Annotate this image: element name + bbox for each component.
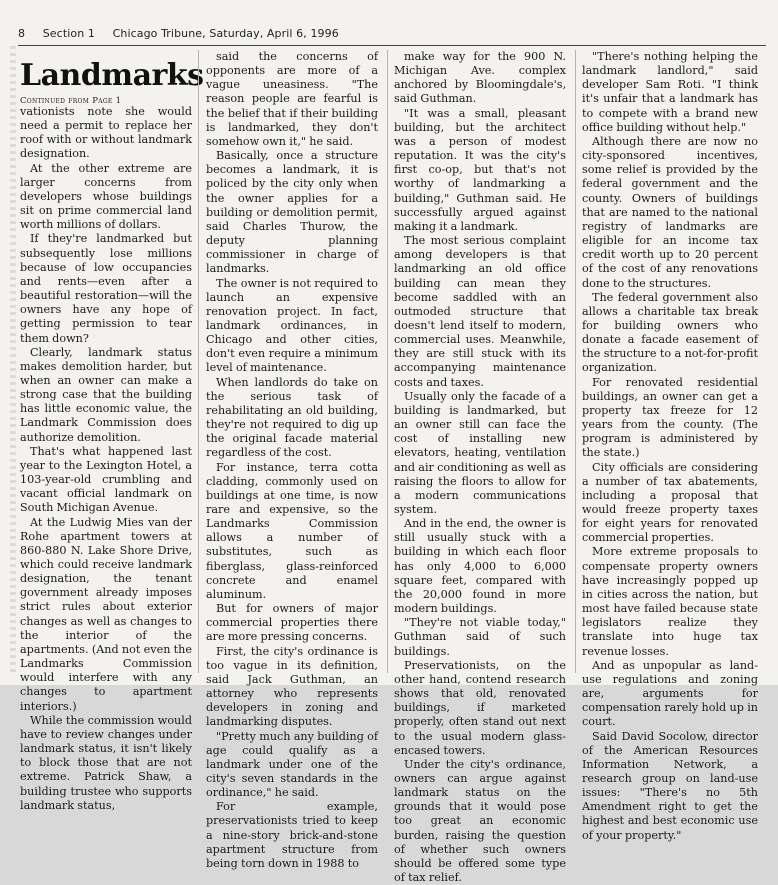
paragraph: At the other extreme are larger concerns from developers whose buildings sit on prime commercial land worth millions of dollars. — [20, 161, 192, 232]
column-divider — [575, 50, 576, 673]
headline: Landmarks — [20, 58, 204, 93]
paragraph: "Pretty much any building of age could qualify as a landmark under one of the city's seven standards in the ordinance," he said. — [206, 729, 378, 800]
paragraph: First, the city's ordinance is too vague in its definition, said Jack Guthman, an attorney who represents developers in zoning and landmarking disputes. — [206, 644, 378, 729]
paragraph: Although there are now no city-sponsored incentives, some relief is provided by the federal government and the county. Owners of buildings that are named to the national registry of landmarks are eligible for an income tax credit worth up to 20 percent of the cost of any renovations done to the structures. — [582, 134, 758, 290]
article-column-2 — [206, 50, 378, 871]
paragraph: "It was a small, pleasant building, but the architect was a person of modest reputation. It was the city's first co-op, but that's not worthy of landmarking a building," Guthman said. He successfully argued against making it a landmark. — [394, 106, 566, 233]
paragraph: Said David Socolow, director of the American Resources Information Network, a research group on land-use issues: "There's no 5th Amendment right to get the highest and best economic use of your property." — [582, 729, 758, 842]
paragraph: Basically, once a structure becomes a landmark, it is policed by the city only when the owner applies for a building or demolition permit, said Charles Thurow, the deputy planning commissioner in charge of landmarks. — [206, 149, 378, 276]
header-rule — [18, 45, 766, 46]
column-divider — [198, 50, 199, 673]
article-column-3 — [394, 50, 566, 885]
paragraph: The federal government also allows a charitable tax break for building owners who donate a facade easement of the structure to a not-for-profit organization. — [582, 290, 758, 375]
paragraph: More extreme proposals to compensate property owners have increasingly popped up in cities across the nation, but most have failed because state legislators realize they translate into huge tax revenue losses. — [582, 545, 758, 658]
continued-label: Continued from Page 1 — [20, 96, 122, 106]
paragraph: City officials are considering a number of tax abatements, including a proposal that would freeze property taxes for eight years for renovated commercial properties. — [582, 460, 758, 545]
paragraph: And in the end, the owner is still usually stuck with a building in which each floor has only 4,000 to 6,000 square feet, compared with the 20,000 found in more modern buildings. — [394, 517, 566, 616]
paragraph: "They're not viable today," Guthman said of such buildings. — [394, 616, 566, 658]
column-divider — [387, 50, 388, 673]
paragraph: At the Ludwig Mies van der Rohe apartment towers at 860-880 N. Lake Shore Drive, which could receive landmark designation, the tenant government already imposes strict rules about exterior changes as well as changes to the interior of the apartments. (And not even the Landmarks Commission would interfere with any changes to apartment interiors.) — [20, 515, 192, 713]
paragraph: Clearly, landmark status makes demolition harder, but when an owner can make a strong case that the building has little economic value, the Landmark Commission does authorize demolition. — [20, 345, 192, 444]
page-number: 8 — [18, 27, 26, 40]
paragraph: Usually only the facade of a building is landmarked, but an owner still can face the cost of installing new elevators, heating, ventilation and air conditioning as well as raising the floors to allow for a modern communications system. — [394, 389, 566, 516]
paragraph: said the concerns of opponents are more of a vague uneasiness. "The reason people are fearful is the belief that if their building is landmarked, they don't somehow own it," he said. — [206, 50, 378, 148]
paragraph: And as unpopular as land-use regulations and zoning are, arguments for compensation rarely hold up in court. — [582, 658, 758, 729]
paragraph: When landlords do take on the serious task of rehabilitating an old building, they're not required to dig up the original facade material regardless of the cost. — [206, 375, 378, 460]
page-header — [18, 27, 353, 40]
article-column-4 — [582, 50, 758, 843]
paragraph: The most serious complaint among developers is that landmarking an old office building can mean they become saddled with an outmoded structure that doesn't lend itself to modern, commercial uses. Meanwhile, they are still stuck with its accompanying maintenance costs and taxes. — [394, 234, 566, 389]
paragraph: Under the city's ordinance, owners can argue against landmark status on the grounds that it would pose too great an economic burden, raising the question of whether such owners should be offered some type of tax relief. — [394, 757, 566, 885]
scan-edge — [10, 46, 16, 675]
publication-date: Chicago Tribune, Saturday, April 6, 1996 — [112, 27, 339, 40]
paragraph: If they're landmarked but subsequently lose millions because of low occupancies and rents—even after a beautiful restoration—will the owners have any hope of getting permission to tear them down? — [20, 232, 192, 345]
section-label: Section 1 — [42, 27, 95, 40]
paragraph: vationists note she would need a permit to replace her roof with or without landmark designation. — [20, 105, 192, 161]
article-column-1 — [20, 105, 192, 813]
paragraph: For renovated residential buildings, an owner can get a property tax freeze for 12 years from the county. (The program is administered by the state.) — [582, 375, 758, 460]
paragraph: Preservationists, on the other hand, contend research shows that old, renovated buildings, if marketed properly, often stand out next to the usual modern glass-encased towers. — [394, 658, 566, 757]
paragraph: While the commission would have to review changes under landmark status, it isn't likely to block those that are not extreme. Patrick Shaw, a building trustee who supports landmark status, — [20, 713, 192, 812]
paragraph: make way for the 900 N. Michigan Ave. complex anchored by Bloomingdale's, said Guthman. — [394, 50, 566, 106]
paragraph: "There's nothing helping the landmark landlord," said developer Sam Roti. "I think it's unfair that a landmark has to compete with a brand new office building without help." — [582, 50, 758, 134]
paragraph: That's what happened last year to the Lexington Hotel, a 103-year-old crumbling and vacant official landmark on South Michigan Avenue. — [20, 444, 192, 515]
paragraph: For example, preservationists tried to keep a nine-story brick-and-stone apartment structure from being torn down in 1988 to — [206, 800, 378, 870]
paragraph: For instance, terra cotta cladding, commonly used on buildings at one time, is now rare and expensive, so the Landmarks Commission allows a number of substitutes, such as fiberglass, glass-reinforced concrete and enamel aluminum. — [206, 460, 378, 601]
paragraph: The owner is not required to launch an expensive renovation project. In fact, landmark ordinances, in Chicago and other cities, don't even require a minimum level of maintenance. — [206, 276, 378, 375]
paragraph: But for owners of major commercial properties there are more pressing concerns. — [206, 602, 378, 644]
